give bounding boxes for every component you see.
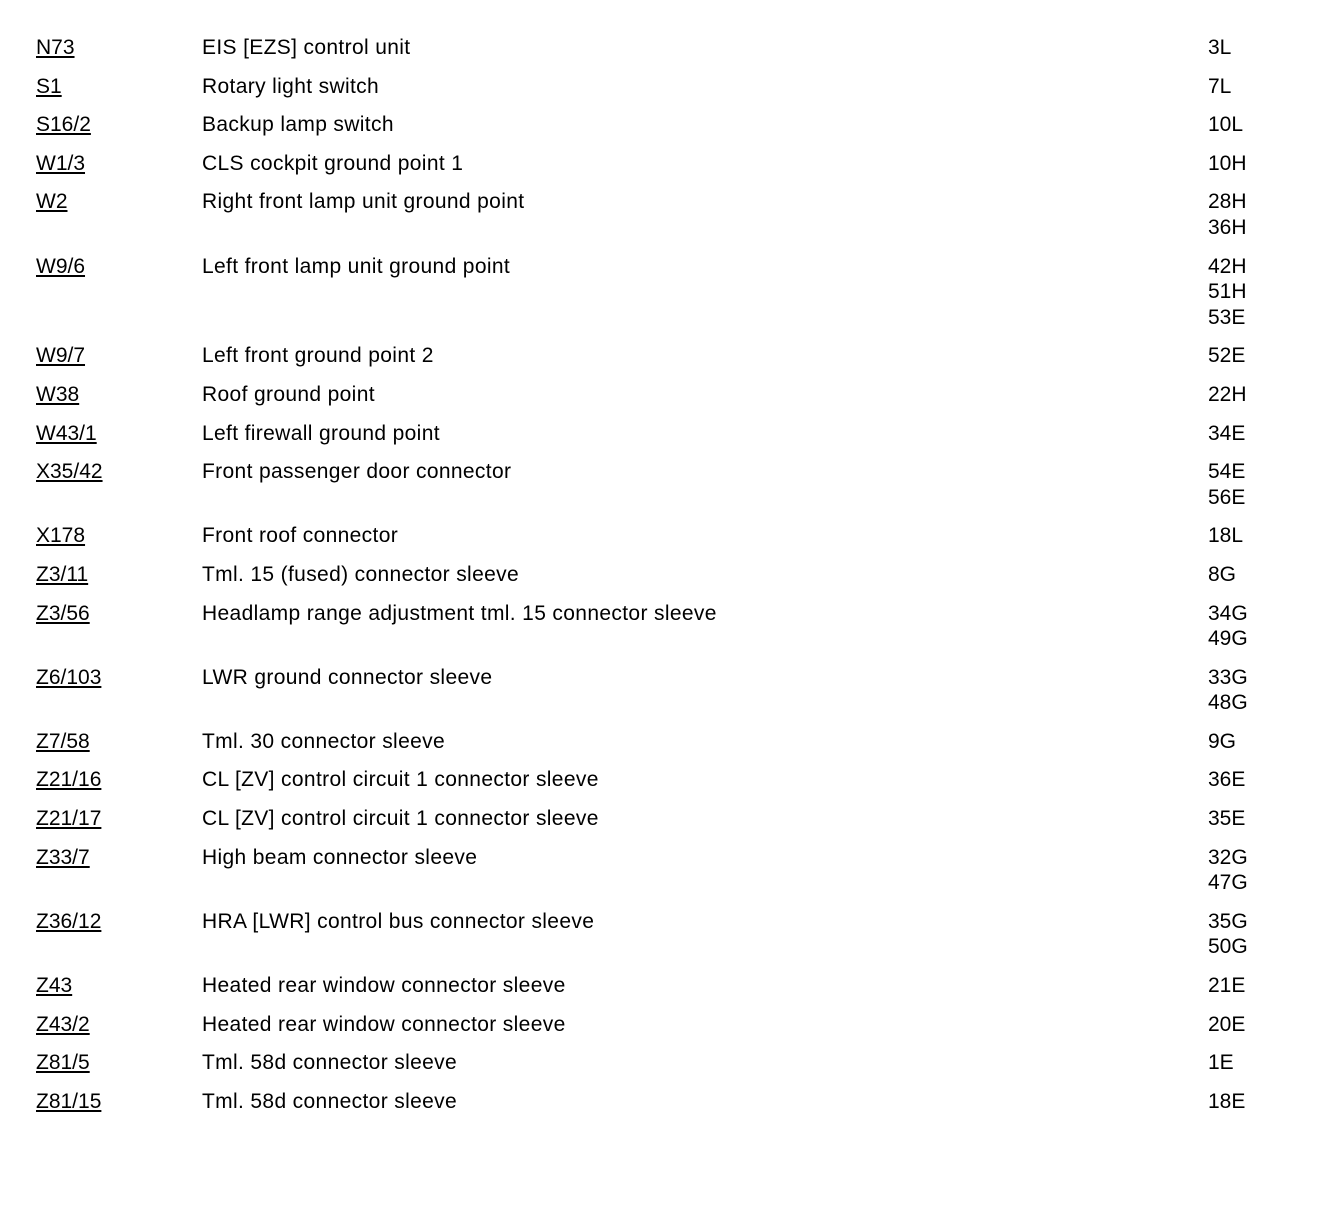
component-description: CL [ZV] control circuit 1 connector sleeve [202, 768, 599, 792]
component-code-link[interactable]: W38 [36, 382, 80, 406]
component-code-link[interactable]: Z33/7 [36, 845, 90, 869]
component-description: Heated rear window connector sleeve [202, 1012, 566, 1036]
component-code-link[interactable]: S1 [36, 74, 62, 98]
component-code-link[interactable]: N73 [36, 36, 75, 59]
component-description: Backup lamp switch [202, 113, 394, 137]
grid-reference: 36E [1208, 768, 1246, 792]
grid-reference-list [1208, 254, 1316, 331]
grid-reference: 32G [1208, 845, 1248, 869]
legend-row [36, 74, 1316, 113]
grid-reference-list [1208, 767, 1316, 793]
grid-reference: 3L [1208, 36, 1232, 59]
component-code-link[interactable]: W43/1 [36, 421, 97, 445]
legend-row [36, 421, 1316, 460]
component-code-link[interactable]: Z21/16 [36, 768, 102, 792]
component-description: Tml. 30 connector sleeve [202, 729, 446, 753]
grid-reference: 36H [1208, 215, 1247, 239]
component-description: Front roof connector [202, 524, 399, 548]
grid-reference-list [1208, 74, 1316, 100]
grid-reference: 51H [1208, 280, 1247, 304]
component-description: Heated rear window connector sleeve [202, 974, 566, 998]
component-description: EIS [EZS] control unit [202, 36, 411, 59]
legend-row [36, 523, 1316, 562]
component-description: Left firewall ground point [202, 421, 440, 445]
grid-reference-list [1208, 151, 1316, 177]
component-description: Front passenger door connector [202, 460, 512, 484]
grid-reference-list [1208, 1012, 1316, 1038]
grid-reference-list [1208, 973, 1316, 999]
component-code-link[interactable]: S16/2 [36, 113, 91, 137]
grid-reference-list [1208, 665, 1316, 716]
legend-row [36, 459, 1316, 523]
legend-row [36, 254, 1316, 344]
component-code-link[interactable]: Z43/2 [36, 1012, 90, 1036]
grid-reference: 9G [1208, 729, 1237, 753]
component-code-link[interactable]: Z3/56 [36, 601, 90, 625]
grid-reference: 56E [1208, 485, 1246, 509]
grid-reference: 35G [1208, 909, 1248, 933]
grid-reference-list [1208, 1089, 1316, 1115]
grid-reference: 18E [1208, 1089, 1246, 1113]
grid-reference: 50G [1208, 935, 1248, 959]
grid-reference: 53E [1208, 305, 1246, 329]
grid-reference: 21E [1208, 974, 1246, 998]
component-code-link[interactable]: X178 [36, 524, 86, 548]
legend-row [36, 767, 1316, 806]
grid-reference-list [1208, 1050, 1316, 1076]
component-description: Tml. 58d connector sleeve [202, 1051, 458, 1075]
legend-row [36, 601, 1316, 665]
legend-row [36, 562, 1316, 601]
grid-reference-list [1208, 35, 1316, 61]
component-code-link[interactable]: Z3/11 [36, 562, 89, 586]
grid-reference: 34G [1208, 601, 1248, 625]
grid-reference: 10L [1208, 113, 1244, 137]
grid-reference: 35E [1208, 807, 1246, 831]
legend-row [36, 845, 1316, 909]
legend-row [36, 343, 1316, 382]
grid-reference: 42H [1208, 254, 1247, 278]
component-code-link[interactable]: Z43 [36, 974, 73, 998]
legend-row [36, 1012, 1316, 1051]
component-description: Right front lamp unit ground point [202, 190, 525, 214]
grid-reference-list [1208, 343, 1316, 369]
grid-reference: 10H [1208, 151, 1247, 175]
component-code-link[interactable]: W9/6 [36, 254, 86, 278]
component-description: Rotary light switch [202, 74, 380, 98]
component-legend [36, 35, 1316, 1127]
grid-reference: 7L [1208, 74, 1232, 98]
grid-reference: 47G [1208, 871, 1248, 895]
component-description: Roof ground point [202, 382, 375, 406]
grid-reference-list [1208, 189, 1316, 240]
grid-reference-list [1208, 112, 1316, 138]
grid-reference-list [1208, 601, 1316, 652]
legend-row [36, 382, 1316, 421]
component-code-link[interactable]: Z81/5 [36, 1051, 90, 1075]
legend-row [36, 973, 1316, 1012]
grid-reference: 34E [1208, 421, 1246, 445]
legend-row [36, 35, 1316, 74]
component-description: CLS cockpit ground point 1 [202, 151, 464, 175]
component-description: Tml. 58d connector sleeve [202, 1089, 458, 1113]
component-code-link[interactable]: Z81/15 [36, 1089, 102, 1113]
grid-reference-list [1208, 459, 1316, 510]
grid-reference: 52E [1208, 344, 1246, 368]
legend-row [36, 1089, 1316, 1128]
legend-row [36, 806, 1316, 845]
component-code-link[interactable]: W2 [36, 190, 68, 214]
component-description: High beam connector sleeve [202, 845, 478, 869]
grid-reference: 8G [1208, 562, 1237, 586]
legend-row [36, 112, 1316, 151]
component-description: HRA [LWR] control bus connector sleeve [202, 909, 595, 933]
grid-reference-list [1208, 845, 1316, 896]
component-description: Tml. 15 (fused) connector sleeve [202, 562, 520, 586]
grid-reference: 22H [1208, 382, 1247, 406]
component-description: CL [ZV] control circuit 1 connector sleeve [202, 807, 599, 831]
component-code-link[interactable]: W1/3 [36, 151, 86, 175]
grid-reference: 28H [1208, 190, 1247, 214]
component-code-link[interactable]: Z6/103 [36, 665, 102, 689]
component-code-link[interactable]: W9/7 [36, 344, 86, 368]
legend-row [36, 151, 1316, 190]
grid-reference-list [1208, 806, 1316, 832]
grid-reference-list [1208, 562, 1316, 588]
grid-reference-list [1208, 523, 1316, 549]
component-code-link[interactable]: Z21/17 [36, 807, 102, 831]
legend-row [36, 909, 1316, 973]
component-code-link[interactable]: X35/42 [36, 460, 103, 484]
grid-reference: 20E [1208, 1012, 1246, 1036]
legend-row [36, 729, 1316, 768]
legend-row [36, 189, 1316, 253]
grid-reference-list [1208, 421, 1316, 447]
grid-reference-list [1208, 909, 1316, 960]
component-description: Left front lamp unit ground point [202, 254, 511, 278]
legend-row [36, 1050, 1316, 1089]
grid-reference: 18L [1208, 524, 1244, 548]
grid-reference: 54E [1208, 460, 1246, 484]
grid-reference: 49G [1208, 627, 1248, 651]
grid-reference: 48G [1208, 691, 1248, 715]
component-description: Headlamp range adjustment tml. 15 connector sleeve [202, 601, 717, 625]
legend-row [36, 665, 1316, 729]
component-description: LWR ground connector sleeve [202, 665, 493, 689]
grid-reference: 1E [1208, 1051, 1234, 1075]
component-code-link[interactable]: Z36/12 [36, 909, 102, 933]
component-description: Left front ground point 2 [202, 344, 434, 368]
grid-reference: 33G [1208, 665, 1248, 689]
grid-reference-list [1208, 382, 1316, 408]
component-code-link[interactable]: Z7/58 [36, 729, 90, 753]
grid-reference-list [1208, 729, 1316, 755]
